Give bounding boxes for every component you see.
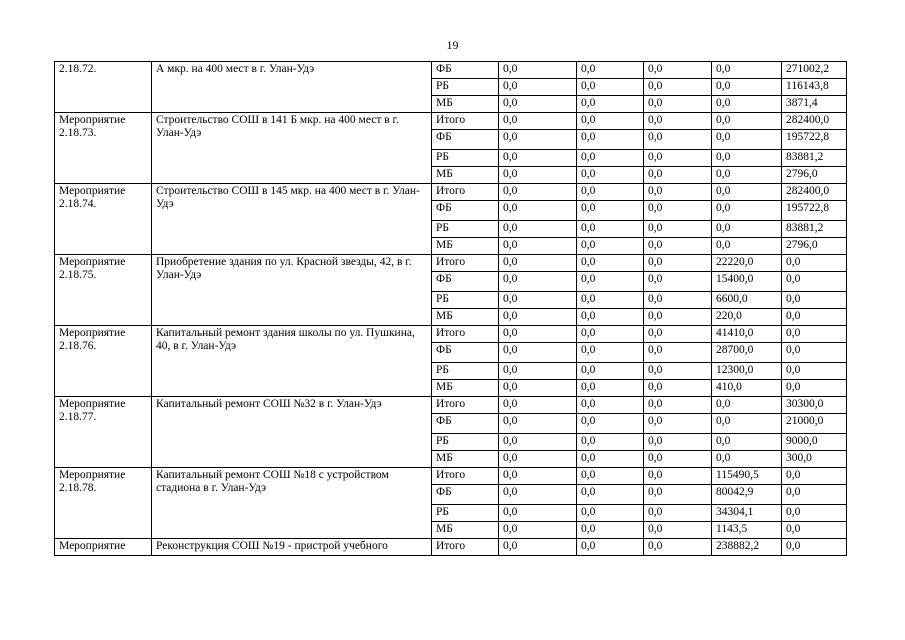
table-row: [55, 326, 847, 343]
measure-name-cell: Капитальный ремонт СОШ №32 в г. Улан-Удэ: [152, 397, 432, 468]
value-cell-2: 0,0: [577, 522, 644, 539]
table-row: [55, 184, 847, 201]
value-cell-5: 0,0: [782, 292, 847, 309]
table-row: [55, 113, 847, 130]
value-cell-4: 0,0: [712, 201, 782, 221]
value-cell-1: 0,0: [499, 272, 577, 292]
value-cell-5: 2796,0: [782, 167, 847, 184]
value-cell-1: 0,0: [499, 539, 577, 556]
value-cell-3: 0,0: [644, 539, 712, 556]
value-cell-3: 0,0: [644, 485, 712, 505]
value-cell-2: 0,0: [577, 397, 644, 414]
source-cell: Итого: [432, 326, 499, 343]
table-row: [55, 397, 847, 414]
value-cell-3: 0,0: [644, 255, 712, 272]
value-cell-3: 0,0: [644, 343, 712, 363]
value-cell-2: 0,0: [577, 272, 644, 292]
value-cell-4: 1143,5: [712, 522, 782, 539]
value-cell-1: 0,0: [499, 309, 577, 326]
value-cell-2: 0,0: [577, 326, 644, 343]
value-cell-5: 195722,8: [782, 201, 847, 221]
value-cell-2: 0,0: [577, 451, 644, 468]
value-cell-5: 0,0: [782, 272, 847, 292]
measure-name-cell: Строительство СОШ в 141 Б мкр. на 400 мест в г. Улан-Удэ: [152, 113, 432, 184]
page-number: 19: [446, 38, 459, 52]
value-cell-3: 0,0: [644, 292, 712, 309]
value-cell-1: 0,0: [499, 238, 577, 255]
value-cell-1: 0,0: [499, 292, 577, 309]
budget-table: [54, 61, 847, 556]
value-cell-5: 2796,0: [782, 238, 847, 255]
value-cell-3: 0,0: [644, 505, 712, 522]
value-cell-2: 0,0: [577, 201, 644, 221]
source-cell: Итого: [432, 397, 499, 414]
source-cell: РБ: [432, 434, 499, 451]
measure-name-cell: Капитальный ремонт СОШ №18 с устройством стадиона в г. Улан-Удэ: [152, 468, 432, 539]
value-cell-5: 0,0: [782, 309, 847, 326]
value-cell-4: 238882,2: [712, 539, 782, 556]
value-cell-1: 0,0: [499, 201, 577, 221]
value-cell-2: 0,0: [577, 343, 644, 363]
value-cell-5: 21000,0: [782, 414, 847, 434]
source-cell: Итого: [432, 255, 499, 272]
source-cell: ФБ: [432, 201, 499, 221]
value-cell-2: 0,0: [577, 150, 644, 167]
value-cell-4: 15400,0: [712, 272, 782, 292]
source-cell: МБ: [432, 451, 499, 468]
value-cell-1: 0,0: [499, 522, 577, 539]
source-cell: РБ: [432, 363, 499, 380]
value-cell-5: 116143,8: [782, 79, 847, 96]
source-cell: ФБ: [432, 343, 499, 363]
value-cell-2: 0,0: [577, 485, 644, 505]
value-cell-5: 0,0: [782, 539, 847, 556]
source-cell: РБ: [432, 221, 499, 238]
source-cell: ФБ: [432, 130, 499, 150]
source-cell: МБ: [432, 309, 499, 326]
value-cell-2: 0,0: [577, 414, 644, 434]
value-cell-1: 0,0: [499, 505, 577, 522]
value-cell-3: 0,0: [644, 434, 712, 451]
value-cell-1: 0,0: [499, 343, 577, 363]
value-cell-5: 300,0: [782, 451, 847, 468]
value-cell-1: 0,0: [499, 184, 577, 201]
value-cell-3: 0,0: [644, 221, 712, 238]
measure-name-cell: Капитальный ремонт здания школы по ул. Пушкина, 40, в г. Улан-Удэ: [152, 326, 432, 397]
value-cell-5: 195722,8: [782, 130, 847, 150]
value-cell-3: 0,0: [644, 309, 712, 326]
value-cell-5: 83881,2: [782, 150, 847, 167]
value-cell-2: 0,0: [577, 505, 644, 522]
value-cell-3: 0,0: [644, 184, 712, 201]
value-cell-5: 0,0: [782, 468, 847, 485]
value-cell-5: 9000,0: [782, 434, 847, 451]
value-cell-2: 0,0: [577, 79, 644, 96]
value-cell-3: 0,0: [644, 468, 712, 485]
measure-code-cell: Мероприятие 2.18.77.: [55, 397, 152, 468]
value-cell-4: 0,0: [712, 96, 782, 113]
value-cell-4: 0,0: [712, 150, 782, 167]
measure-name-cell: Реконструкция СОШ №19 - пристрой учебного: [152, 539, 432, 556]
value-cell-2: 0,0: [577, 363, 644, 380]
value-cell-1: 0,0: [499, 380, 577, 397]
value-cell-3: 0,0: [644, 62, 712, 79]
source-cell: РБ: [432, 150, 499, 167]
value-cell-3: 0,0: [644, 451, 712, 468]
measure-name-cell: А мкр. на 400 мест в г. Улан-Удэ: [152, 62, 432, 113]
value-cell-3: 0,0: [644, 380, 712, 397]
table-row: [55, 255, 847, 272]
value-cell-4: 41410,0: [712, 326, 782, 343]
value-cell-4: 0,0: [712, 451, 782, 468]
value-cell-4: 0,0: [712, 184, 782, 201]
value-cell-1: 0,0: [499, 255, 577, 272]
value-cell-5: 282400,0: [782, 113, 847, 130]
value-cell-4: 0,0: [712, 113, 782, 130]
value-cell-5: 0,0: [782, 343, 847, 363]
value-cell-3: 0,0: [644, 167, 712, 184]
value-cell-2: 0,0: [577, 380, 644, 397]
value-cell-4: 0,0: [712, 130, 782, 150]
value-cell-1: 0,0: [499, 326, 577, 343]
measure-code-cell: Мероприятие 2.18.74.: [55, 184, 152, 255]
source-cell: МБ: [432, 380, 499, 397]
measure-name-cell: Приобретение здания по ул. Красной звезды, 42, в г. Улан-Удэ: [152, 255, 432, 326]
value-cell-4: 22220,0: [712, 255, 782, 272]
value-cell-1: 0,0: [499, 167, 577, 184]
value-cell-1: 0,0: [499, 363, 577, 380]
value-cell-5: 0,0: [782, 326, 847, 343]
value-cell-3: 0,0: [644, 96, 712, 113]
value-cell-1: 0,0: [499, 150, 577, 167]
source-cell: МБ: [432, 167, 499, 184]
value-cell-1: 0,0: [499, 130, 577, 150]
value-cell-4: 410,0: [712, 380, 782, 397]
value-cell-2: 0,0: [577, 434, 644, 451]
value-cell-5: 3871,4: [782, 96, 847, 113]
source-cell: Итого: [432, 184, 499, 201]
source-cell: Итого: [432, 539, 499, 556]
value-cell-4: 115490,5: [712, 468, 782, 485]
value-cell-2: 0,0: [577, 309, 644, 326]
source-cell: РБ: [432, 79, 499, 96]
value-cell-3: 0,0: [644, 113, 712, 130]
value-cell-1: 0,0: [499, 62, 577, 79]
value-cell-1: 0,0: [499, 113, 577, 130]
value-cell-3: 0,0: [644, 201, 712, 221]
table-body: [55, 62, 847, 556]
source-cell: ФБ: [432, 62, 499, 79]
value-cell-4: 0,0: [712, 434, 782, 451]
value-cell-1: 0,0: [499, 79, 577, 96]
value-cell-4: 28700,0: [712, 343, 782, 363]
value-cell-3: 0,0: [644, 238, 712, 255]
value-cell-2: 0,0: [577, 113, 644, 130]
value-cell-5: 0,0: [782, 255, 847, 272]
source-cell: МБ: [432, 522, 499, 539]
value-cell-1: 0,0: [499, 221, 577, 238]
value-cell-1: 0,0: [499, 414, 577, 434]
value-cell-5: 282400,0: [782, 184, 847, 201]
source-cell: ФБ: [432, 485, 499, 505]
value-cell-2: 0,0: [577, 468, 644, 485]
value-cell-1: 0,0: [499, 397, 577, 414]
value-cell-5: 83881,2: [782, 221, 847, 238]
value-cell-5: 0,0: [782, 380, 847, 397]
value-cell-3: 0,0: [644, 397, 712, 414]
value-cell-2: 0,0: [577, 96, 644, 113]
value-cell-5: 0,0: [782, 505, 847, 522]
value-cell-4: 80042,9: [712, 485, 782, 505]
table-row: [55, 468, 847, 485]
value-cell-4: 0,0: [712, 238, 782, 255]
value-cell-1: 0,0: [499, 468, 577, 485]
value-cell-1: 0,0: [499, 485, 577, 505]
measure-code-cell: Мероприятие: [55, 539, 152, 556]
source-cell: МБ: [432, 238, 499, 255]
measure-code-cell: 2.18.72.: [55, 62, 152, 113]
value-cell-2: 0,0: [577, 539, 644, 556]
value-cell-4: 0,0: [712, 62, 782, 79]
value-cell-1: 0,0: [499, 96, 577, 113]
value-cell-4: 220,0: [712, 309, 782, 326]
measure-code-cell: Мероприятие 2.18.75.: [55, 255, 152, 326]
value-cell-3: 0,0: [644, 130, 712, 150]
table-row: [55, 539, 847, 556]
source-cell: МБ: [432, 96, 499, 113]
source-cell: Итого: [432, 468, 499, 485]
value-cell-2: 0,0: [577, 292, 644, 309]
value-cell-3: 0,0: [644, 522, 712, 539]
value-cell-4: 0,0: [712, 221, 782, 238]
value-cell-3: 0,0: [644, 363, 712, 380]
value-cell-2: 0,0: [577, 130, 644, 150]
value-cell-5: 0,0: [782, 485, 847, 505]
source-cell: РБ: [432, 505, 499, 522]
value-cell-4: 34304,1: [712, 505, 782, 522]
value-cell-5: 271002,2: [782, 62, 847, 79]
value-cell-5: 30300,0: [782, 397, 847, 414]
value-cell-3: 0,0: [644, 272, 712, 292]
value-cell-5: 0,0: [782, 363, 847, 380]
value-cell-2: 0,0: [577, 221, 644, 238]
value-cell-3: 0,0: [644, 414, 712, 434]
value-cell-4: 12300,0: [712, 363, 782, 380]
value-cell-2: 0,0: [577, 62, 644, 79]
value-cell-2: 0,0: [577, 255, 644, 272]
value-cell-3: 0,0: [644, 79, 712, 96]
value-cell-2: 0,0: [577, 167, 644, 184]
source-cell: ФБ: [432, 272, 499, 292]
table-row: [55, 62, 847, 79]
value-cell-4: 6600,0: [712, 292, 782, 309]
value-cell-2: 0,0: [577, 184, 644, 201]
value-cell-4: 0,0: [712, 414, 782, 434]
source-cell: РБ: [432, 292, 499, 309]
measure-name-cell: Строительство СОШ в 145 мкр. на 400 мест в г. Улан-Удэ: [152, 184, 432, 255]
value-cell-4: 0,0: [712, 79, 782, 96]
value-cell-5: 0,0: [782, 522, 847, 539]
source-cell: ФБ: [432, 414, 499, 434]
measure-code-cell: Мероприятие 2.18.78.: [55, 468, 152, 539]
value-cell-3: 0,0: [644, 150, 712, 167]
measure-code-cell: Мероприятие 2.18.73.: [55, 113, 152, 184]
value-cell-1: 0,0: [499, 451, 577, 468]
measure-code-cell: Мероприятие 2.18.76.: [55, 326, 152, 397]
value-cell-3: 0,0: [644, 326, 712, 343]
source-cell: Итого: [432, 113, 499, 130]
value-cell-2: 0,0: [577, 238, 644, 255]
value-cell-4: 0,0: [712, 167, 782, 184]
value-cell-4: 0,0: [712, 397, 782, 414]
value-cell-1: 0,0: [499, 434, 577, 451]
